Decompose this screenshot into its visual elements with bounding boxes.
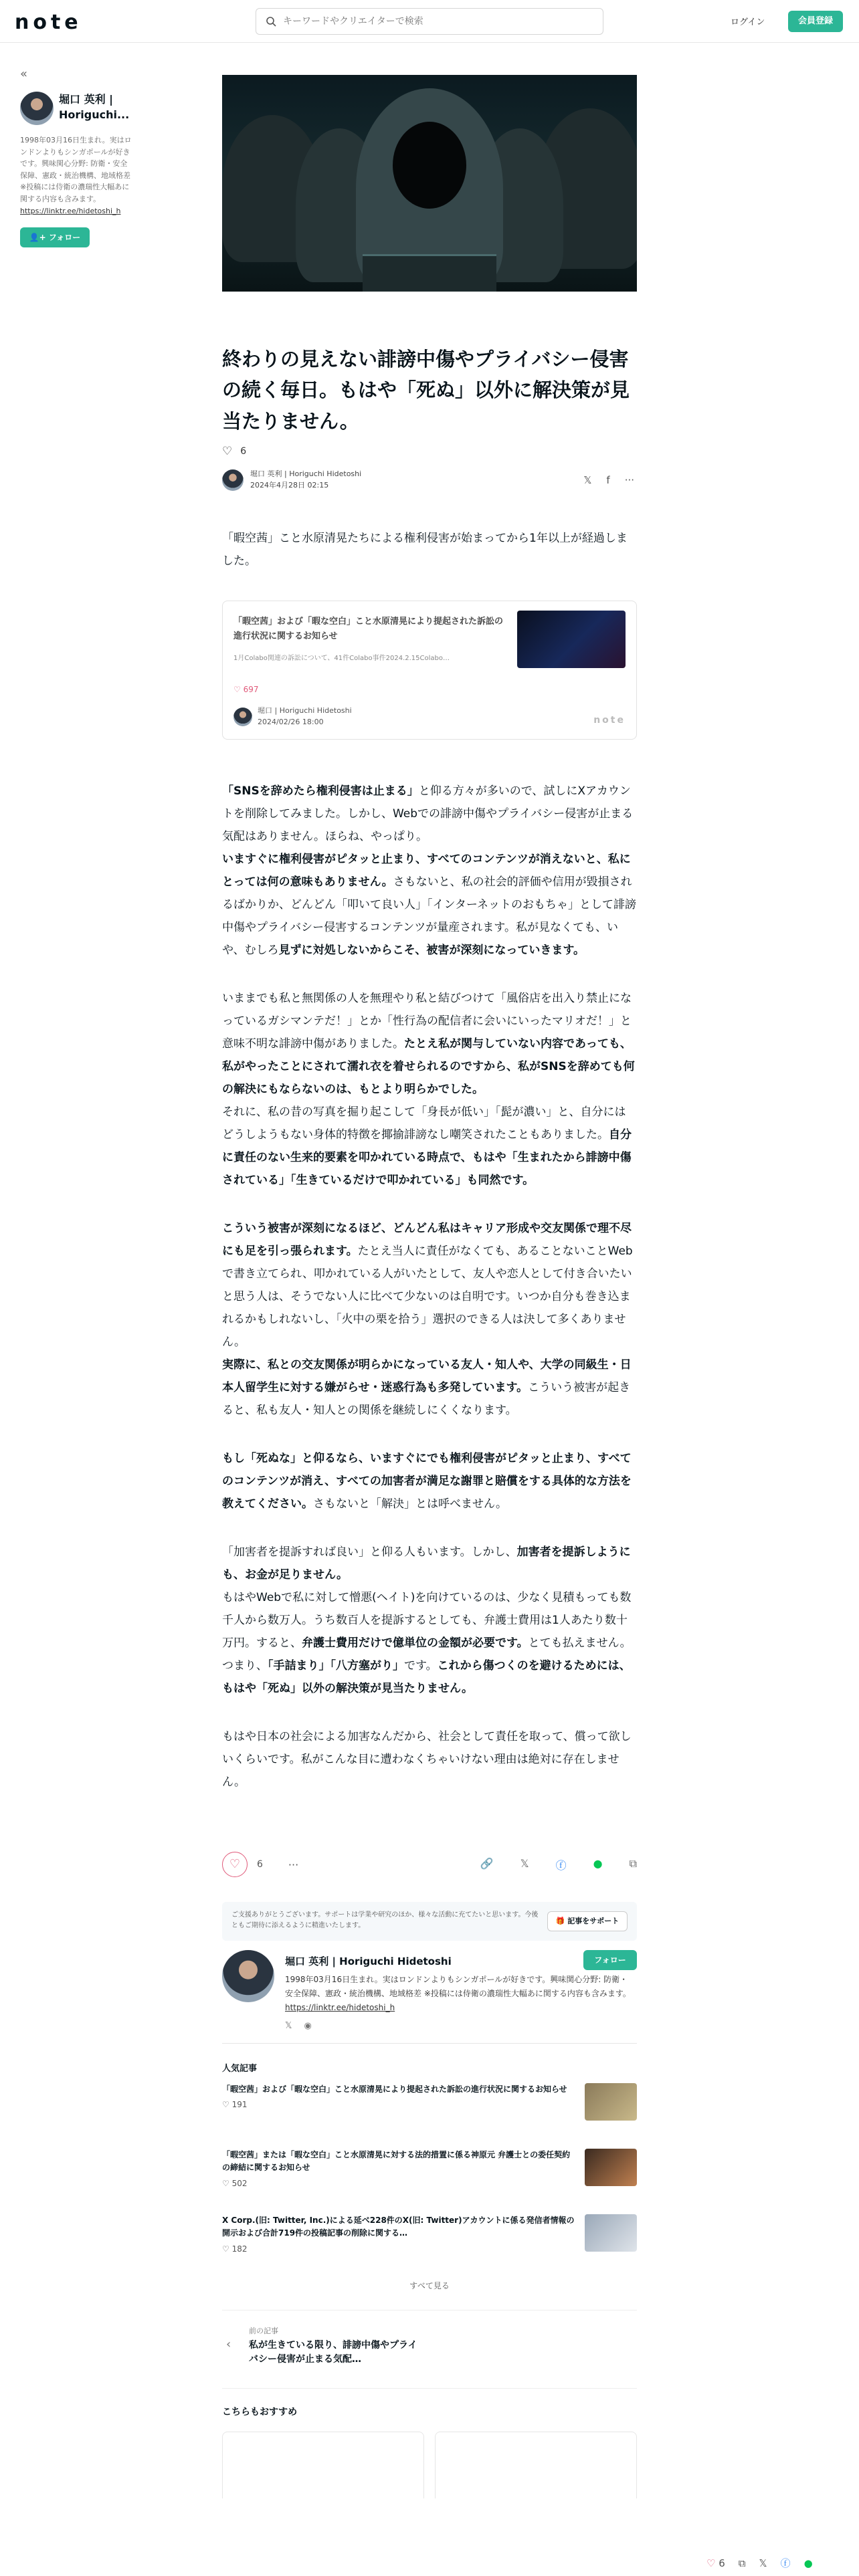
- article-body: [222, 527, 637, 1794]
- action-like-count: 6: [257, 1859, 263, 1870]
- facebook-icon[interactable]: ⓕ: [555, 1858, 567, 1872]
- paragraph: つまり、「手詰まり」「八方塞がり」です。これから傷つくのを避けるためには、もはや「死ぬ」以外の解決策が見当たりません。: [222, 1659, 631, 1696]
- embed-description: 1月Colabo関連の訴訟について、41件Colabo事件2024.2.15Colabo…: [233, 655, 450, 663]
- byline-date: 2024年4月28日 02:15: [250, 480, 329, 490]
- float-embed-icon[interactable]: ⧉: [738, 2557, 746, 2569]
- action-bar: [222, 1847, 637, 1882]
- float-x-icon[interactable]: 𝕏: [759, 2557, 767, 2569]
- popular-item[interactable]: [222, 2214, 637, 2270]
- popular-title[interactable]: 「暇空茜」および「暇な空白」こと水原清晃により提起された訴訟の進行状況に関するお知らせ: [222, 2084, 567, 2095]
- person-plus-icon: 👤+: [29, 232, 49, 242]
- popular-heading: 人気記事: [222, 2064, 258, 2074]
- profile-social: [285, 2021, 312, 2031]
- byline-author[interactable]: 堀口 英利 | Horiguchi Hidetoshi: [250, 469, 362, 479]
- embed-note-logo: note: [593, 715, 626, 726]
- article-main: [222, 75, 637, 2498]
- profile-bio: 1998年03月16日生まれ。実はロンドンよりもシンガポールが好きです。興味関心分野: 防衛・安全保障、憲政・統治機構、地域格差 ※投稿には侍衛の濃瑞性大幅あに関する内容も含みます。 https://linktr.ee/hidetoshi_h: [285, 1975, 631, 2013]
- popular-item[interactable]: [222, 2149, 637, 2205]
- like-count: 6: [240, 446, 247, 457]
- embed-byline: [233, 706, 352, 728]
- popular-thumbnail: [585, 2214, 637, 2252]
- facebook-share-icon[interactable]: f: [606, 474, 610, 487]
- profile-follow-button[interactable]: フォロー: [583, 1950, 637, 1970]
- popular-likes: ♡ 191: [222, 2100, 248, 2110]
- search-input[interactable]: [283, 14, 591, 29]
- paragraph: こういう被害が深刻になるほど、どんどん私はキャリア形成や交友関係で理不尽にも足を引っ張られます。たとえ当人に責任がなくても、あることないことWebで書き立てられ、叩かれている人がいたとして、友人や恋人として付き合いたいと思う人は、そうでない人に比べて少ないのは自明です。いつか自分も巻き込まれるかもしれないし、「火中の栗を拾う」選択のできる人は決して多くありません。: [222, 1222, 633, 1350]
- paragraph: 「SNSを辞めたら権利侵害は止まる」と仰る方々が多いので、試しにXアカウントを削除してみました。しかし、Webでの誹謗中傷やプライバシー侵害が止まる気配はありません。ほらね、やっぱり。: [222, 784, 634, 844]
- recommend-cards: [222, 2432, 637, 2498]
- embed-title[interactable]: 「暇空茜」および「暇な空白」こと水原清晃により提起された訴訟の進行状況に関するお知らせ: [233, 617, 504, 642]
- register-button[interactable]: 会員登録: [788, 11, 843, 32]
- article-like-summary[interactable]: [222, 445, 637, 458]
- rss-icon[interactable]: ◉: [304, 2021, 312, 2032]
- paragraph: いままでも私と無関係の人を無理やり私と結びつけて「風俗店を出入り禁止になっているガシマンテだ！」とか「性行為の配信者に会いにいったマリオだ！」と意味不明な誹謗中傷がありました。たとえ私が関与していない内容であっても、私がやったことにされて濡れ衣を着せられるのですから、私がSNSを辞めても何の解決にもならないのは、もとより明らかでした。: [222, 992, 635, 1097]
- embed-author: 堀口 | Horiguchi Hidetoshi: [258, 706, 352, 716]
- support-button[interactable]: 🎁 記事をサポート: [547, 1911, 628, 1931]
- login-link[interactable]: ログイン: [731, 17, 765, 27]
- paragraph: 「加害者を提訴すれば良い」と仰る人もいます。しかし、加害者を提訴しようにも、お金が足りません。: [222, 1545, 631, 1582]
- x-icon[interactable]: 𝕏: [520, 1856, 529, 1870]
- embed-likes: [233, 681, 258, 697]
- recommend-card[interactable]: [435, 2432, 637, 2498]
- popular-thumbnail: [585, 2083, 637, 2121]
- float-like[interactable]: ♡ 6: [706, 2557, 725, 2569]
- embedded-article-card[interactable]: [222, 601, 637, 740]
- profile-link[interactable]: https://linktr.ee/hidetoshi_h: [285, 2003, 395, 2013]
- byline-avatar[interactable]: [222, 469, 244, 491]
- site-header: [0, 0, 859, 43]
- more-icon[interactable]: ···: [288, 1858, 299, 1871]
- embed-avatar: [233, 708, 252, 726]
- laptop-graphic: [363, 254, 496, 292]
- paragraph: もし「死ぬな」と仰るなら、いますぐにでも権利侵害がピタッと止まり、すべてのコンテンツが消え、すべての加害者が満足な謝罪と賠償をする具体的な方法を教えてください。さもないと「解決」とは呼べません。: [222, 1452, 632, 1511]
- previous-title[interactable]: 私が生きている限り、誹謗中傷やプライバシー侵害が止まる気配…: [249, 2340, 417, 2365]
- support-box: [222, 1902, 637, 1941]
- link-icon[interactable]: 🔗: [480, 1856, 494, 1870]
- paragraph: もはや日本の社会による加害なんだから、社会として責任を取って、償って欲しいくらいです。私がこんな目に遭わなくちゃいけない理由は絶対に存在しません。: [222, 1730, 632, 1790]
- paragraph: 実際に、私との交友関係が明らかになっている友人・知人や、大学の同級生・日本人留学生に対する嫌がらせ・迷惑行為も多発しています。こういう被害が起きると、私も友人・知人との関係を継続しにくくなります。: [222, 1358, 632, 1418]
- byline: [222, 469, 637, 491]
- paragraph: それに、私の昔の写真を掘り起こして「身長が低い」「髭が濃い」と、自分にはどうしようもない身体的特徴を揶揄誹謗なし嘲笑されたこともありました。自分に責任のない生来的要素を叩かれている時点で、もはや「生まれたから誹謗中傷されている」「生きているだけで叩かれている」も同然です。: [222, 1105, 632, 1188]
- profile-name[interactable]: 堀口 英利 | Horiguchi Hidetoshi: [285, 1955, 452, 1968]
- recommend-card[interactable]: [222, 2432, 424, 2498]
- heart-icon: ♡: [233, 685, 244, 695]
- sidebar-follow-label: フォロー: [48, 232, 81, 242]
- paragraph: いますぐに権利侵害がピタッと止まり、すべてのコンテンツが消えないと、私にとっては何の意味もありません。さもないと、私の社会的評価や信用が毀損されるばかりか、どんどん「叩いて良い人」「インターネットのおもちゃ」として誹謗中傷やプライバシー侵害するコンテンツが量産されます。私が見なくても、いや、むしろ見ずに対処しないからこそ、被害が深刻になっていきます。: [222, 853, 636, 958]
- more-share-icon[interactable]: ···: [624, 474, 634, 487]
- sidebar-link[interactable]: https://linktr.ee/hidetoshi_h: [20, 206, 121, 215]
- popular-likes: ♡ 182: [222, 2244, 248, 2254]
- embed-date: 2024/02/26 18:00: [258, 717, 324, 726]
- chevron-left-icon: ‹: [226, 2337, 231, 2352]
- sidebar-author-name[interactable]: 堀口 英利 | Horiguchi...: [59, 93, 130, 122]
- popular-title[interactable]: 「暇空茜」または「暇な空白」こと水原清晃に対する法的措置に係る神原元 弁護士との委任契約の締結に関するお知らせ: [222, 2150, 571, 2173]
- paragraph: もはやWebで私に対して憎悪(ヘイト)を向けているのは、少なく見積もっても数千人から数万人。うち数百人を提訴するとしても、弁護士費用は1人あたり数十万円。すると、弁護士費用だけで億単位の金額が必要です。とても払えません。: [222, 1591, 632, 1650]
- sidebar: [20, 67, 134, 247]
- share-buttons: [583, 474, 634, 486]
- note-logo[interactable]: note: [15, 11, 82, 34]
- popular-item[interactable]: [222, 2083, 637, 2139]
- sidebar-bio: 1998年03月16日生まれ。実はロンドンよりもシンガポールが好きです。興味関心分野: 防衛・安全保障、憲政・統治機構、地域格差 ※投稿には侍衛の濃瑞性大幅あに関する内容も含みます。: [20, 136, 132, 203]
- heart-icon: ♡: [229, 1857, 241, 1872]
- embed-like-count: 697: [243, 685, 259, 695]
- popular-title[interactable]: X Corp.(旧: Twitter, Inc.)による延べ228件のX(旧: Twitter)アカウントに係る発信者情報の開示および合計719件の投稿記事の削除に関する…: [222, 2216, 575, 2238]
- previous-label: 前の記事: [249, 2327, 278, 2336]
- author-profile: [222, 1950, 637, 2044]
- sidebar-author[interactable]: [20, 92, 134, 125]
- float-facebook-icon[interactable]: ⓕ: [780, 2557, 791, 2569]
- like-button[interactable]: [222, 1852, 248, 1877]
- hero-image: [222, 75, 637, 292]
- heart-icon[interactable]: ♡: [222, 445, 233, 459]
- search-box[interactable]: [256, 8, 603, 35]
- float-line-icon[interactable]: ●: [803, 2557, 813, 2569]
- floating-action-bar: [706, 2556, 813, 2570]
- sidebar-follow-button[interactable]: [20, 227, 90, 247]
- gift-icon: 🎁: [555, 1917, 568, 1926]
- popular-thumbnail: [585, 2149, 637, 2186]
- embed-icon[interactable]: ⧉: [629, 1856, 637, 1870]
- article-title: 終わりの見えない誹謗中傷やプライバシー侵害の続く毎日。もはや「死ぬ」以外に解決策が見当たりません。: [222, 348, 630, 433]
- search-icon: [266, 16, 276, 27]
- see-all-link[interactable]: すべて見る: [409, 2281, 450, 2291]
- embed-thumbnail: [517, 611, 626, 668]
- recommend-heading: こちらもおすすめ: [222, 2407, 298, 2418]
- avatar[interactable]: [20, 92, 54, 125]
- line-icon[interactable]: ●: [593, 1856, 603, 1870]
- collapse-sidebar-icon[interactable]: «: [20, 67, 28, 81]
- popular-likes: ♡ 502: [222, 2178, 248, 2188]
- x-share-icon[interactable]: 𝕏: [583, 474, 592, 487]
- paragraph: 「暇空茜」こと水原清晃たちによる権利侵害が始まってから1年以上が経過しました。: [222, 532, 628, 568]
- previous-article[interactable]: [222, 2310, 637, 2389]
- profile-avatar[interactable]: [222, 1950, 274, 2002]
- x-icon[interactable]: 𝕏: [285, 2021, 292, 2032]
- support-text: ご支援ありがとうございます。サポートは学業や研究のほか、様々な活動に充てたいと思います。今後ともご期待に添えるように精進いたします。: [231, 1911, 539, 1930]
